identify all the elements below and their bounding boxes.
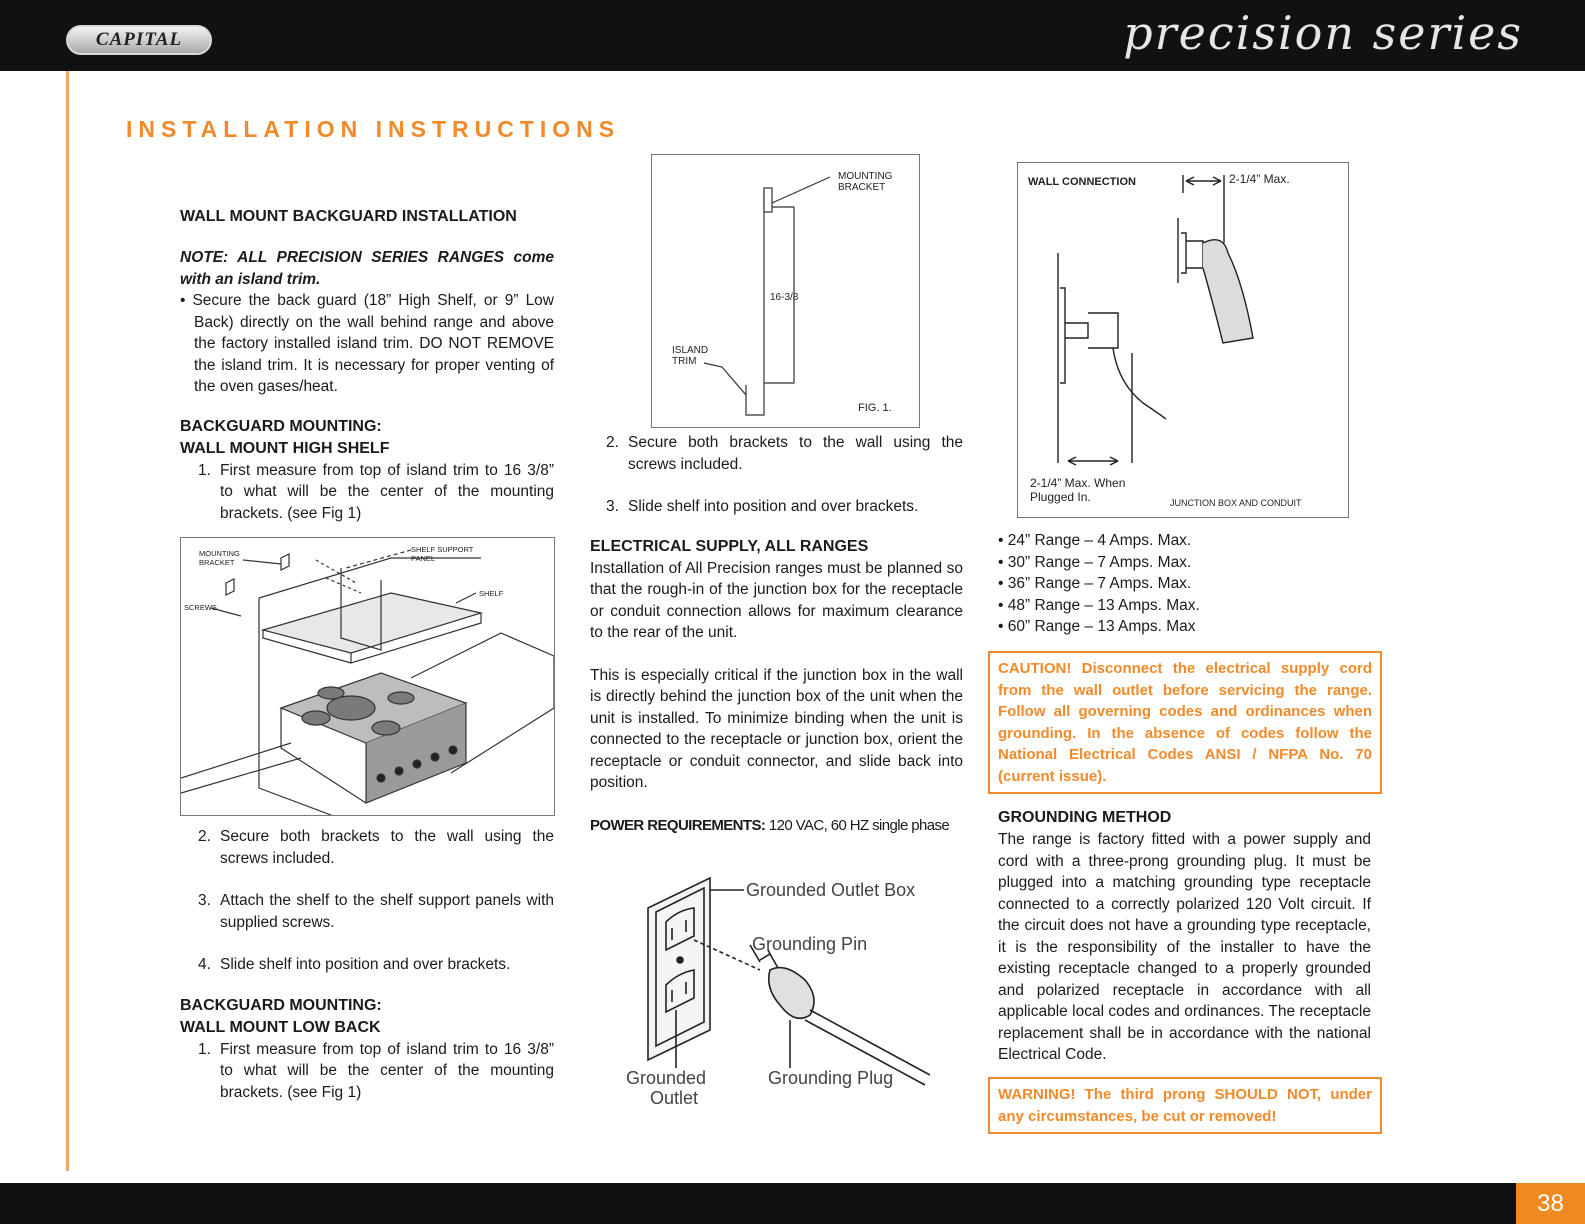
outlet-drawing [610, 870, 940, 1110]
step-number: 2. [606, 434, 619, 451]
paragraph-installation: Installation of All Precision ranges must be planned so that the rough-in of the junction box for the receptacle or conduit connection allows for maximum clearance to the rear of the unit. [590, 559, 963, 641]
label-mounting: MOUNTING [199, 549, 240, 558]
header-bar [0, 0, 1585, 71]
power-requirements [590, 815, 963, 837]
step-text: First measure from top of island trim to 16 3/8” to what will be the center of the mounting brackets. (see Fig 1) [220, 1040, 554, 1101]
step-text: Slide shelf into position and over brackets. [220, 956, 511, 973]
label-trim: TRIM [672, 356, 697, 367]
figure-wall-connection [1017, 162, 1349, 518]
label-fig1: FIG. 1. [858, 402, 892, 414]
list-item: • 60” Range – 13 Amps. Max [998, 618, 1196, 635]
power-label: POWER REQUIREMENTS: [590, 816, 766, 834]
heading-backguard-mounting: BACKGUARD MOUNTING: [180, 417, 382, 435]
label-outlet-box: Grounded Outlet Box [746, 880, 916, 900]
step-number: 2. [198, 828, 211, 845]
label-grounding-pin: Grounding Pin [752, 934, 868, 954]
wall-connection-drawing [1018, 163, 1348, 517]
step-text: Attach the shelf to the shelf support panels with supplied screws. [220, 892, 554, 931]
heading-backguard-mounting-low: BACKGUARD MOUNTING: [180, 996, 382, 1014]
figure-range-shelf [180, 537, 555, 816]
note-island-trim: NOTE: ALL PRECISION SERIES RANGES come with an island trim. [180, 249, 554, 288]
list-item: • 36” Range – 7 Amps. Max. [998, 575, 1192, 592]
column-middle [590, 432, 963, 836]
column-left [180, 206, 554, 524]
list-item: • 48” Range – 13 Amps. Max. [998, 596, 1200, 614]
label-grounded: Grounded [626, 1068, 707, 1088]
label-shelf: SHELF [479, 589, 504, 598]
figure-outlet [610, 870, 940, 1110]
fig1-drawing [652, 155, 919, 427]
step-1-high-shelf [180, 460, 554, 525]
power-value: 120 VAC, 60 HZ single phase [765, 816, 950, 834]
label-island: ISLAND [672, 345, 709, 356]
label-junction-box: JUNCTION BOX AND CONDUIT [1170, 498, 1302, 508]
figure-1 [651, 154, 920, 428]
label-mounting: MOUNTING [838, 171, 893, 182]
label-bracket: BRACKET [838, 182, 886, 193]
paragraph-critical: This is especially critical if the junction box in the wall is directly behind the junction box of the unit when the unit is installed. To minimize binding when the unit is connected to the receptacle or junction box, orient the receptacle or conduit connector, and slide back into position. [590, 666, 963, 791]
heading-grounding-method: GROUNDING METHOD [998, 809, 1172, 826]
range-shelf-drawing [181, 538, 554, 815]
footer-bar [0, 1183, 1585, 1224]
label-max-when: 2-1/4” Max. When [1030, 476, 1126, 490]
step-number: 3. [198, 892, 211, 909]
step-number: 1. [198, 1040, 211, 1058]
step-text: Secure both brackets to the wall using the screws included. [220, 828, 554, 867]
step-2-high-shelf [180, 826, 554, 869]
step-3-high-shelf [180, 890, 554, 933]
page-title: INSTALLATION INSTRUCTIONS [126, 116, 621, 142]
heading-wall-mount: WALL MOUNT BACKGUARD INSTALLATION [180, 208, 517, 225]
series-title: precision series [1123, 6, 1523, 60]
page-number: 38 [1516, 1183, 1585, 1224]
step-text: Secure both brackets to the wall using the screws included. [628, 434, 963, 473]
label-bracket: BRACKET [199, 558, 235, 567]
step-3-mid [590, 496, 963, 518]
step-text: Slide shelf into position and over brackets. [628, 498, 919, 515]
label-panel: PANEL [411, 554, 436, 563]
label-shelf-support: SHELF SUPPORT [411, 545, 474, 554]
label-wall-connection: WALL CONNECTION [1028, 176, 1136, 188]
column-left-lower [180, 826, 554, 1103]
label-plugged-in: Plugged In. [1030, 490, 1091, 504]
label-screws: SCREWS [184, 603, 217, 612]
capital-logo: CAPITAL [66, 25, 212, 55]
column-right-grounding [998, 807, 1371, 1066]
step-number: 3. [606, 498, 619, 515]
label-max-top: 2-1/4” Max. [1229, 172, 1290, 186]
warning-box: WARNING! The third prong SHOULD NOT, under any circumstances, be cut or removed! [988, 1077, 1382, 1134]
step-text: First measure from top of island trim to 16 3/8” to what will be the center of the mounting brackets. (see Fig 1) [220, 461, 554, 522]
heading-high-shelf: WALL MOUNT HIGH SHELF [180, 439, 390, 457]
bullet-secure-backguard: • Secure the back guard (18” High Shelf, or 9” Low Back) directly on the wall behind range and above the factory installed island trim. DO NOT REMOVE the island trim. It is necessary for proper venting of the oven gases/heat. [180, 292, 554, 395]
heading-electrical-supply: ELECTRICAL SUPPLY, ALL RANGES [590, 537, 869, 555]
list-item: • 30” Range – 7 Amps. Max. [998, 553, 1192, 571]
step-number: 1. [198, 461, 211, 479]
amps-list [998, 530, 1371, 638]
label-dimension: 16-3/8 [770, 292, 799, 303]
step-4-high-shelf [180, 954, 554, 976]
caution-box: CAUTION! Disconnect the electrical supply cord from the wall outlet before servicing the range. Follow all governing codes and ordinances when grounding. In the absence of codes follow the National Electrical Codes ANSI / NFPA No. 70 (current issue). [988, 651, 1382, 794]
paragraph-grounding: The range is factory fitted with a power supply and cord with a three-prong grounding plug. It must be plugged into a matching grounding type receptacle connected to a correctly polarized 120 Volt circuit. If the circuit does not have a grounding type receptacle, it is the responsibility of the installer to have the existing receptacle changed to a properly grounded and polarized receptacle in accordance with all applicable local codes and ordinances. The receptacle replacement shall be in accordance with the national Electrical Code. [998, 831, 1371, 1063]
label-grounding-plug: Grounding Plug [768, 1068, 894, 1088]
list-item: • 24” Range – 4 Amps. Max. [998, 532, 1192, 549]
step-1-low-back [180, 1039, 554, 1104]
step-2-mid [590, 432, 963, 475]
label-outlet: Outlet [650, 1088, 699, 1108]
heading-low-back: WALL MOUNT LOW BACK [180, 1018, 381, 1036]
accent-line [66, 71, 69, 1171]
step-number: 4. [198, 956, 211, 973]
column-right [998, 530, 1371, 638]
